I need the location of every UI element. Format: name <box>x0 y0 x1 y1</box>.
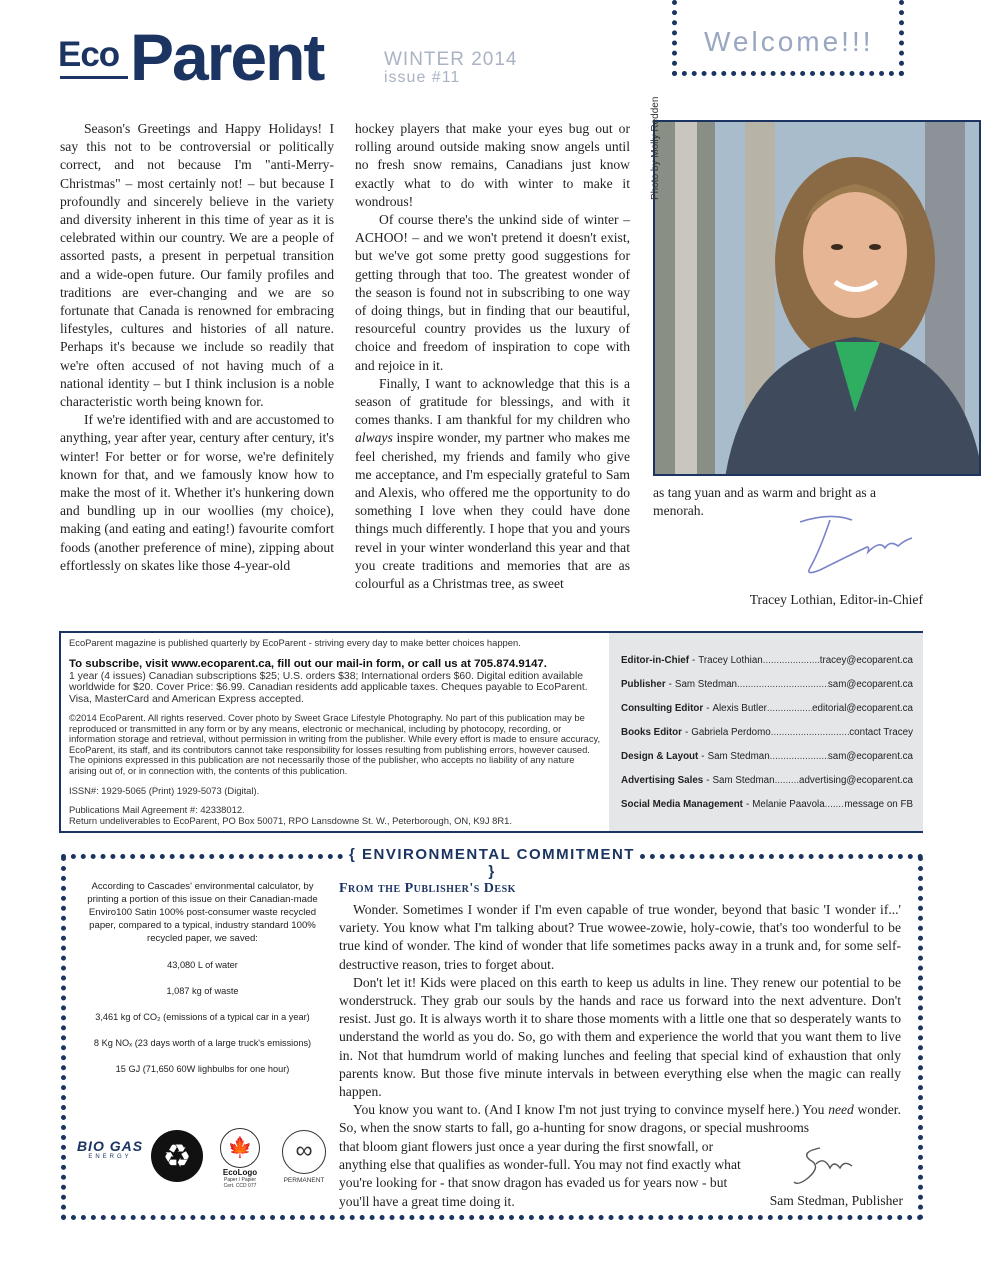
maple-leaf-icon: 🍁 <box>220 1128 260 1168</box>
env-section-title: { ENVIRONMENTAL COMMITMENT } <box>349 846 635 880</box>
env-saving-item: 15 GJ (71,650 60W lighbulbs for one hour) <box>115 1064 290 1074</box>
publication-info <box>61 633 609 831</box>
permanent-paper-logo: ∞ PERMANENT <box>279 1130 329 1184</box>
photo-credit: Photo by Molly Redden <box>650 96 661 200</box>
publisher-desk-heading: From the Publisher's Desk <box>339 881 516 896</box>
staff-row: Editor-in-Chief - Tracey Lothian ..... tracey@ecoparent.ca <box>621 649 913 673</box>
env-saving-item: 43,080 L of water <box>167 960 238 970</box>
editorial-paragraph: as tang yuan and as warm and bright as a menorah. <box>653 485 877 519</box>
welcome-heading: Welcome!!! <box>704 26 874 57</box>
editorial-paragraph: Season's Greetings and Happy Holidays! I say this not to be controversial or politically correct, and not because I'm "anti-Merry-Christmas" – most certainly not! – but because I profoundly and sincerely believe in the variety and diversity inherent in this time of year as it is celebrated within our country. We are a people of assorted pasts, a present in perpetual transition and a wide-open future. Our family profiles and traditions are ever-changing and we are so fortunate that Canada is renowned for embracing lifestyles, cultures and histories of all nature. Perhaps it's because we include so readily that we're often accused of not having much of a national identity – but I think inclusion is a noble characteristic worth being known for. <box>60 121 334 410</box>
env-logos <box>75 1128 330 1190</box>
publisher-paragraph-end: that bloom giant flowers just once a year during the first snowfall, or anything else that qualifies as wonder-full. You may not find exactly what you're looking for - that snow dragon has evaded us for years now - but you'll have a great time doing it. <box>339 1139 741 1209</box>
recycle-icon: ♻ <box>151 1130 203 1182</box>
biogas-logo: BIO GAS ENERGY <box>76 1138 144 1160</box>
editorial-column-1 <box>60 120 334 575</box>
editorial-column-2 <box>355 120 630 593</box>
staff-row: Books Editor - Gabriela Perdomo ..... contact Tracey <box>621 721 913 745</box>
editor-signature-text: Tracey <box>790 510 794 511</box>
staff-list <box>609 633 923 831</box>
editor-portrait-illustration <box>655 122 981 476</box>
logo-underline <box>60 76 128 79</box>
editor-signoff: Tracey Lothian, Editor-in-Chief <box>749 592 923 607</box>
publisher-signoff: Sam Stedman, Publisher <box>769 1193 903 1208</box>
env-intro: According to Cascades' environmental calculator, by printing a portion of this issue on their Canadian-made Enviro100 Satin 100% post-consumer waste recycled paper, compared to a typical, industry standard 100% recycled paper, we saved: <box>87 881 318 944</box>
staff-row: Design & Layout - Sam Stedman ..... sam@ecoparent.ca <box>621 745 913 769</box>
editor-signature <box>790 510 920 580</box>
publisher-paragraph: Don't let it! Kids were placed on this earth to keep us adults in line. They renew our potential to be wonderstruck. They grab our souls by the hands and race us forward into the next adventure. Don't resist. Just go. It is always worth it to share those moments with a little one that so desperately wants to understand the world as you do. So, go with them and experience the world that you want them to live in. Not that humdrum world of making lunches and feeling that special kind of exhaustion that only parents know. But those five minute intervals in between everything else when the magic can really happen. <box>339 974 901 1100</box>
editor-photo <box>653 120 981 476</box>
logo-parent: Parent <box>130 20 324 94</box>
subscribe-line: To subscribe, visit www.ecoparent.ca, fill out our mail-in form, or call us at 705.874.9147. <box>69 657 547 670</box>
staff-row: Social Media Management - Melanie Paavola ..... message on FB <box>621 793 913 817</box>
return-address: Return undeliverables to EcoParent, PO Box 50071, RPO Lansdowne St. W., Peterborough, ON, K9J 8R1. <box>69 814 512 826</box>
editorial-paragraph: hockey players that make your eyes bug out or rolling around outside making snow angels until no fresh snow remains, Canadians just know exactly what to do with winter to make it wondrous! <box>355 121 630 209</box>
issue-number: issue #11 <box>384 69 461 86</box>
env-saving-item: 8 Kg NOₓ (23 days worth of a large truck's emissions) <box>93 1038 312 1048</box>
infinity-icon: ∞ <box>282 1130 326 1174</box>
env-savings <box>85 880 320 1089</box>
publisher-paragraph: Wonder. Sometimes I wonder if I'm even capable of true wonder, beyond that basic 'I wonder if...' variety. You know what I'm talking about? True wowee-zowie, holy-cowie, that's too wonderful to be true kind of wonder. The kind of wonder that life sometimes packs away in a trunk and, for some self-destructive reason, tries to forget about. <box>339 902 901 972</box>
publisher-signature <box>790 1142 860 1190</box>
editorial-paragraph: Finally, I want to acknowledge that this is a season of gratitude for blessings, and with it comes thanks. I am thankful for my children who always inspire wonder, my partner who makes me feel cherished, my friends and family who give me acceptance, and I'm especially grateful to Sam and Alexis, who offered me the opportunity to do something I love when they could have done things much differently. I hope that you and yours revel in your winter wonderland this year and that you create traditions and memories that are as colourful as a Christmas tree, as sweet <box>355 375 630 592</box>
subscription-rates: 1 year (4 issues) Canadian subscriptions $25; U.S. orders $38; International orders $60. Digital edition available worldwide for $20. Cover Price: $6.99. Canadian residents add applicable taxes. Cheques payable to EcoParent. Visa, MasterCard and American Express accepted. <box>69 670 588 705</box>
publisher-signature-text: Sam <box>790 1142 793 1143</box>
editorial-paragraph: If we're identified with and are accustomed to anything, year after year, century after century, it's winter! For better or for worse, we're definitely known for that, and we famously know how to make the most of it. Whether it's hunkering down and bundling up in our woollies (my choice), making (and eating and eating!) favourite comfort foods (another preference of mine), zipping about effortlessly on skates like those 4-year-old <box>60 412 334 573</box>
ecologo-logo: 🍁 EcoLogo Paper / Papier Cert. CCD 077 <box>217 1128 263 1189</box>
logo-eco: Eco <box>58 35 120 74</box>
issn: ISSN#: 1929-5065 (Print) 1929-5073 (Digital). <box>69 784 260 796</box>
issue-date: WINTER 2014 <box>384 49 518 70</box>
publisher-paragraph: You know you want to. (And I know I'm not just trying to convince myself here.) You need wonder. So, when the snow starts to fall, go a-hunting for snow dragons, or special mushrooms <box>339 1102 901 1136</box>
staff-row: Publisher - Sam Stedman ..... sam@ecoparent.ca <box>621 673 913 697</box>
masthead-info-box <box>59 631 923 833</box>
staff-row: Advertising Sales - Sam Stedman ..... advertising@ecoparent.ca <box>621 769 913 793</box>
copyright-notice: ©2014 EcoParent. All rights reserved. Cover photo by Sweet Grace Lifestyle Photography. No part of this publication may be reproduced or transmitted in any form or by any means, electronic or mechanical, including by photocopy, recording, or information storage and retrieval, without permission in writing from the publisher. While every effort is made to ensure accuracy, EcoParent, its staff, and its contributors cannot take responsibility for losses resulting from publishing errors, however caused. The opinions expressed in this publication are not necessarily those of the publisher, who accepts no liability of any nature arising out of, or in connection with, the contents of this publication. <box>69 712 601 777</box>
env-saving-item: 1,087 kg of waste <box>166 986 239 996</box>
mail-agreement: Publications Mail Agreement #: 42338012. <box>69 804 245 816</box>
publication-tagline: EcoParent magazine is published quarterly by EcoParent - striving every day to make better choices happen. <box>69 637 521 648</box>
env-saving-item: 3,461 kg of CO₂ (emissions of a typical car in a year) <box>95 1012 310 1022</box>
editorial-paragraph: Of course there's the unkind side of winter – ACHOO! – and we won't pretend it doesn't exist, but we've got some pretty good suggestions for getting through that too. The greatest wonder of the season is found not in subscribing to one way of doing things, but in finding that our beautiful, resourceful country provides us the luxury of choice and freedom of inspiration to cope with and rejoice in it. <box>355 212 630 373</box>
staff-row: Consulting Editor - Alexis Butler ..... editorial@ecoparent.ca <box>621 697 913 721</box>
publisher-desk-body <box>339 901 901 1138</box>
